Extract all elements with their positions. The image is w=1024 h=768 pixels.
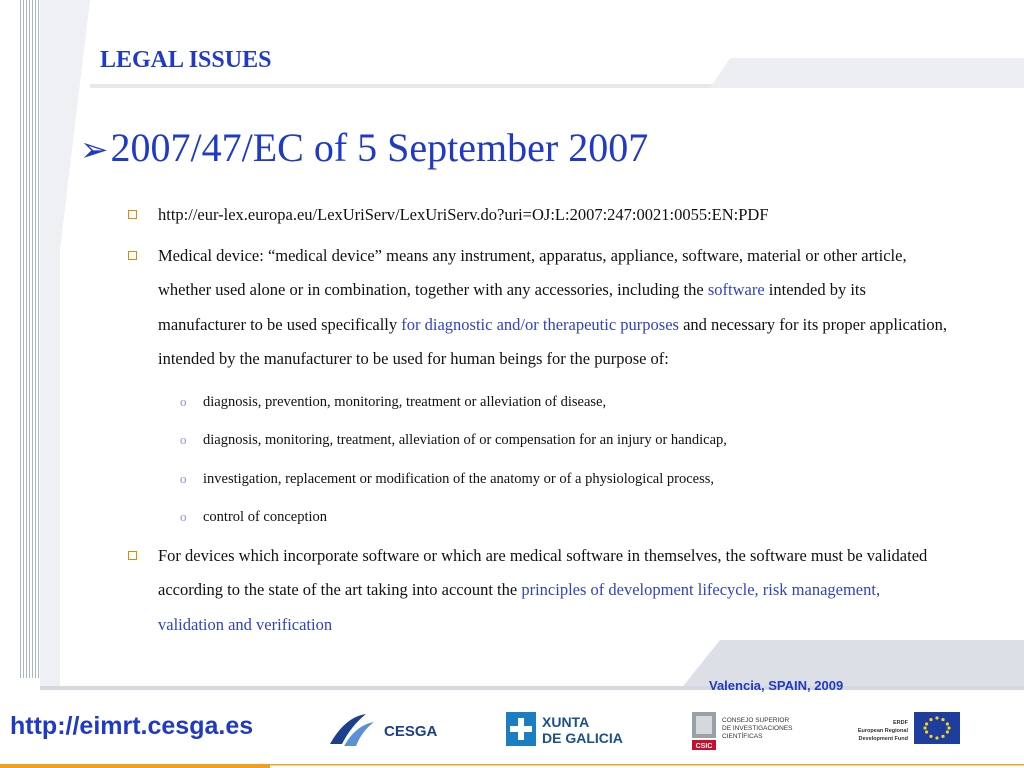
csic-logo-line3: CIENTÍFICAS: [722, 733, 763, 740]
bullet-url: [128, 198, 948, 233]
definition-text-3: and necessary for its proper application, intended by the manufacturer to be used for human beings for the purpose of:: [158, 314, 947, 368]
circle-bullet-icon: o: [180, 432, 187, 447]
slide-heading-text: 2007/47/EC of 5 September 2007: [110, 125, 649, 170]
diagnostic-purposes-highlight: for diagnostic and/or therapeutic purposes: [401, 314, 679, 334]
xunta-logo-line2: DE GALICIA: [542, 730, 623, 746]
csic-logo-line1: CONSEJO SUPERIOR: [722, 717, 790, 724]
arrow-bullet-icon: ➢: [80, 132, 109, 169]
circle-bullet-icon: o: [180, 393, 187, 409]
purpose-list-item: o diagnosis, prevention, monitoring, treatment or alleviation of disease,: [128, 383, 948, 422]
csic-logo: [692, 710, 810, 752]
eur-lex-link[interactable]: http://eur-lex.europa.eu/LexUriServ/LexUriServ.do?uri=OJ:L:2007:247:0021:0055:EN:PDF: [158, 205, 769, 224]
purpose-list-item: o diagnosis, monitoring, treatment, alleviation of or compensation for an injury or handicap,: [128, 421, 948, 460]
erdf-logo-line3: Development Fund: [858, 736, 908, 742]
footer-divider-line: [0, 764, 1024, 768]
footer-website-link[interactable]: http://eimrt.cesga.es: [10, 712, 254, 740]
circle-bullet-icon: o: [180, 509, 187, 524]
bullet-software-validation: [128, 539, 948, 643]
software-highlight: software: [707, 280, 765, 299]
definition-text-1: Medical device: “medical device” means any instrument, apparatus, appliance, software, material or other article, whether used alone or in combination, together with any accessories, including the: [158, 245, 907, 299]
circle-bullet-icon: o: [180, 470, 187, 486]
square-bullet-icon: [128, 251, 137, 260]
cesga-logo-text: CESGA: [384, 723, 438, 740]
xunta-logo-line1: XUNTA: [542, 714, 590, 730]
erdf-logo: [852, 712, 962, 748]
left-decorative-stripe: [20, 0, 40, 678]
square-bullet-icon: [128, 210, 137, 219]
xunta-de-galicia-logo: [506, 710, 628, 750]
square-bullet-icon: [128, 551, 137, 560]
purpose-list-item: o control of conception: [128, 498, 948, 537]
csic-logo-abbr: CSIC: [695, 743, 713, 750]
cesga-logo: [326, 708, 446, 750]
purpose-list: [128, 383, 948, 537]
purpose-list-item: o investigation, replacement or modification of the anatomy or of a physiological process,: [128, 460, 948, 499]
lifecycle-principles-highlight: principles of development lifecycle, risk management, validation and verification: [158, 580, 881, 634]
definition-text-2: intended by its manufacturer to be used specifically: [158, 280, 866, 334]
erdf-logo-line2: European Regional: [857, 728, 908, 734]
slide-section-title: LEGAL ISSUES: [100, 47, 272, 73]
csic-logo-line2: DE INVESTIGACIONES: [722, 725, 793, 732]
event-location: Valencia, SPAIN, 2009: [709, 678, 844, 693]
validation-text: For devices which incorporate software or which are medical software in themselves, the software must be validated according to the state of the art taking into account the: [158, 545, 928, 599]
bullet-medical-device-definition: [128, 239, 948, 377]
slide-heading: [80, 124, 648, 171]
erdf-logo-line1: ERDF: [893, 720, 908, 726]
slide-content: [128, 198, 948, 648]
